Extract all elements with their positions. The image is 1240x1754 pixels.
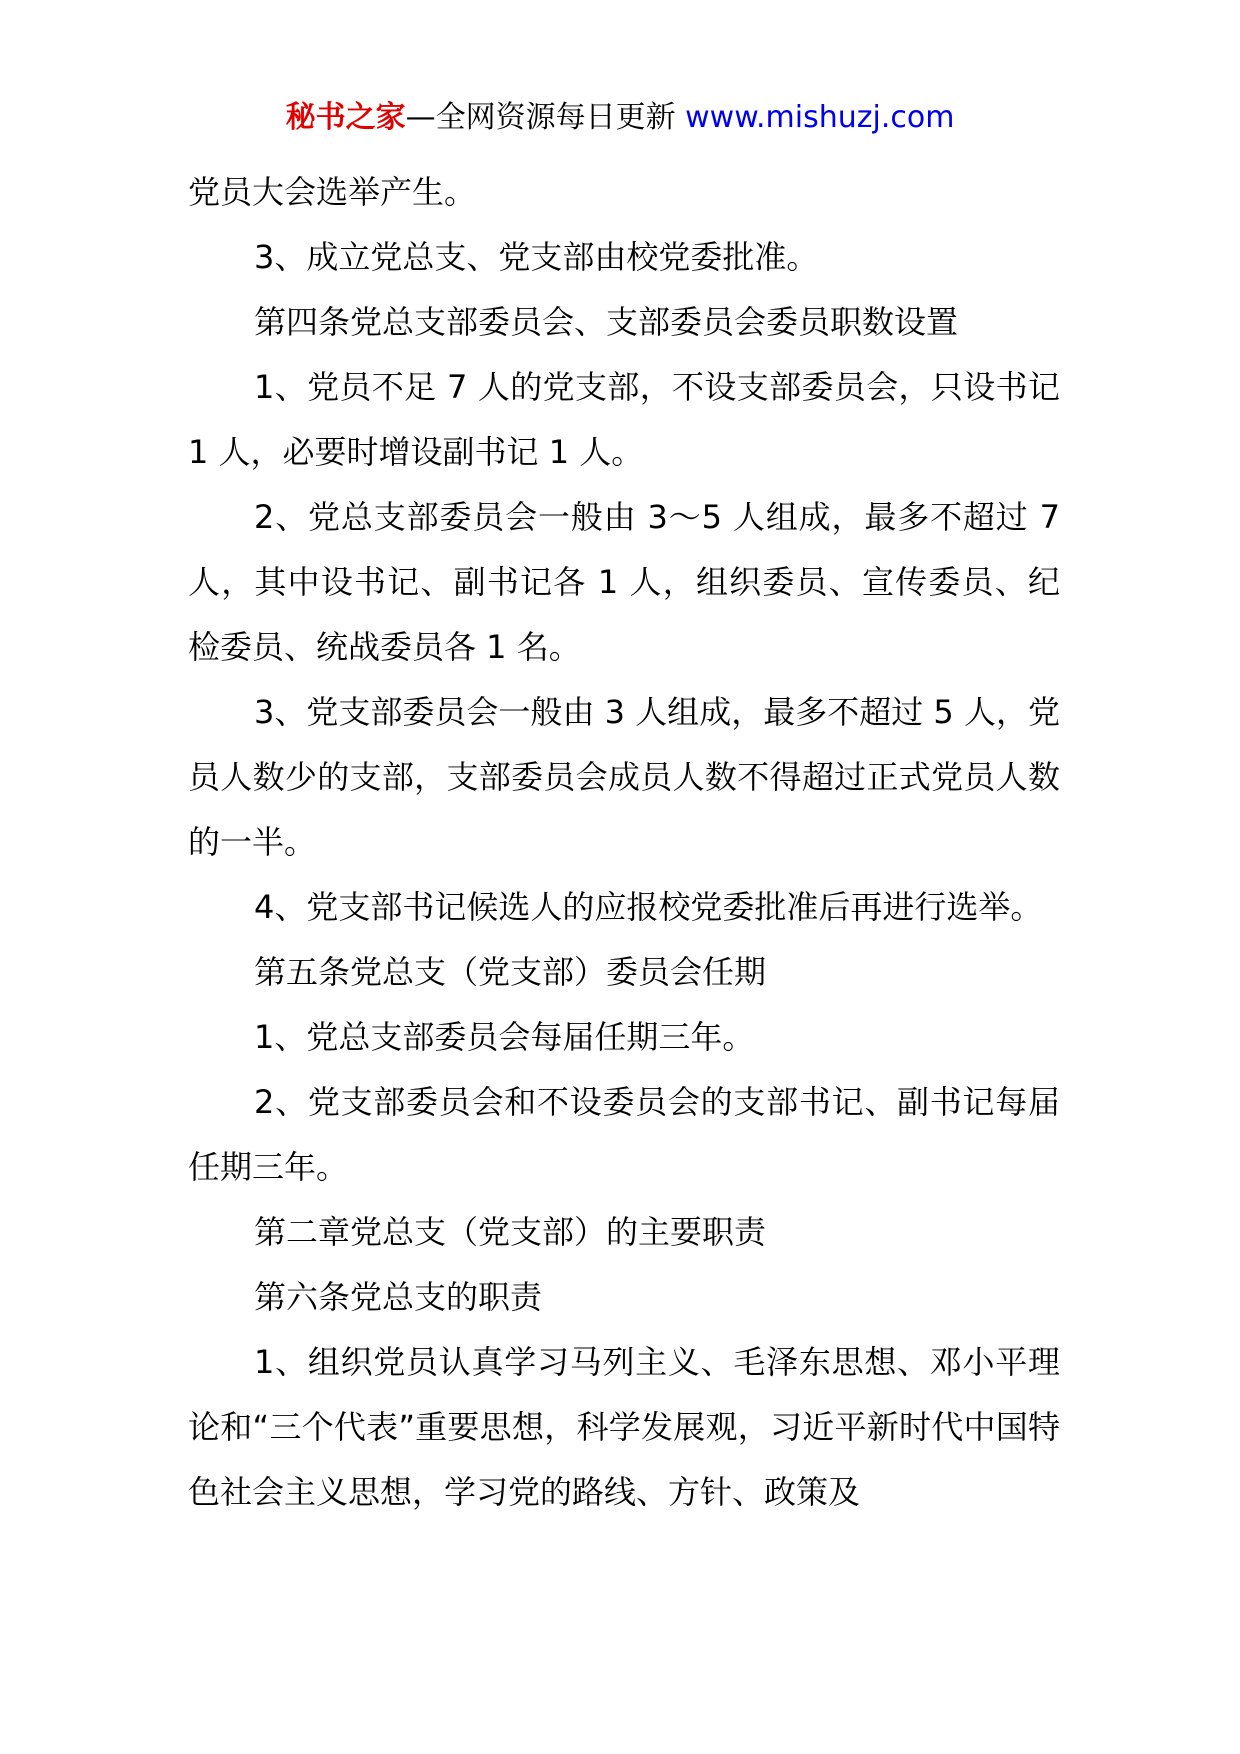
watermark-header [0, 98, 1240, 138]
paragraph: 1、组织党员认真学习马列主义、毛泽东思想、邓小平理论和“三个代表”重要思想，科学发展观，习近平新时代中国特色社会主义思想，学习党的路线、方针、政策及 [188, 1343, 1060, 1511]
paragraph: 2、党总支部委员会一般由 3～5 人组成，最多不超过 7 人，其中设书记、副书记各 1 人，组织委员、宣传委员、纪检委员、统战委员各 1 名。 [188, 498, 1060, 666]
paragraph: 1、党员不足 7 人的党支部，不设支部委员会，只设书记 1 人，必要时增设副书记 1 人。 [188, 368, 1060, 471]
paragraph: 3、党支部委员会一般由 3 人组成，最多不超过 5 人，党员人数少的支部，支部委员会成员人数不得超过正式党员人数的一半。 [188, 693, 1060, 861]
paragraph: 1、党总支部委员会每届任期三年。 [254, 1018, 755, 1056]
brand-name: 秘书之家 [285, 100, 406, 135]
paragraph-continuation: 党员大会选举产生。 [188, 173, 477, 211]
article-heading: 第六条党总支的职责 [254, 1278, 543, 1316]
paragraph: 2、党支部委员会和不设委员会的支部书记、副书记每届任期三年。 [188, 1083, 1060, 1186]
document-body [188, 160, 1060, 1525]
paragraph: 3、成立党总支、党支部由校党委批准。 [254, 238, 819, 276]
chapter-heading: 第二章党总支（党支部）的主要职责 [254, 1213, 767, 1251]
paragraph: 4、党支部书记候选人的应报校党委批准后再进行选举。 [254, 888, 1043, 926]
site-url[interactable]: www.mishuzj.com [685, 100, 955, 135]
header-tagline: —全网资源每日更新 [405, 100, 676, 135]
article-heading: 第五条党总支（党支部）委员会任期 [254, 953, 767, 991]
article-heading: 第四条党总支部委员会、支部委员会委员职数设置 [254, 303, 959, 341]
